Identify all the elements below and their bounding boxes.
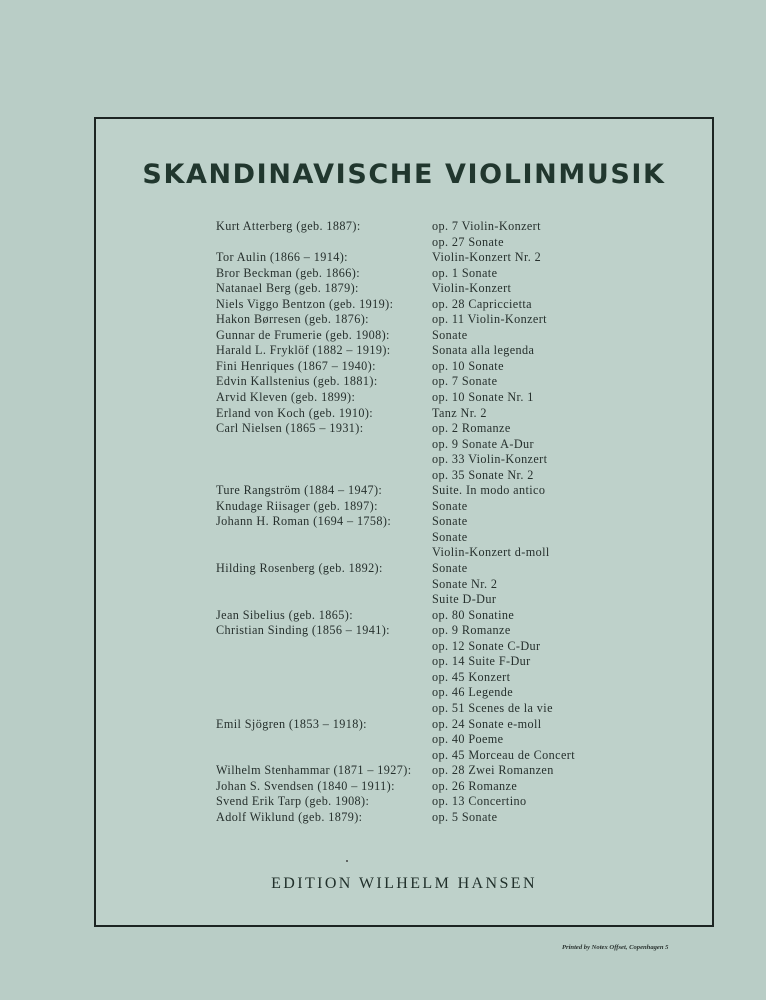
list-item	[216, 810, 602, 826]
list-item	[216, 281, 602, 297]
composer-name: Johann H. Roman (1694 – 1758):	[216, 514, 392, 529]
work-title: op. 10 Sonate Nr. 1	[432, 390, 534, 405]
work-title: Suite. In modo antico	[432, 483, 546, 498]
work-title: op. 5 Sonate	[432, 809, 498, 824]
print-speck	[346, 860, 348, 862]
work-title: op. 13 Concertino	[432, 794, 527, 809]
composer-name: Hilding Rosenberg (geb. 1892):	[216, 561, 383, 576]
list-item	[216, 748, 602, 764]
composer-name	[216, 701, 432, 717]
work-title: op. 40 Poeme	[432, 732, 504, 747]
work-title: Violin-Konzert d-moll	[432, 545, 550, 560]
composer-name	[216, 748, 432, 764]
composer-name: Harald L. Fryklöf (1882 – 1919):	[216, 343, 391, 358]
list-item	[216, 763, 602, 779]
composer-name	[216, 468, 432, 484]
work-title: op. 51 Scenes de la vie	[432, 700, 553, 715]
list-item	[216, 499, 602, 515]
list-item	[216, 328, 602, 344]
work-title: Sonate	[432, 498, 468, 513]
list-item	[216, 670, 602, 686]
composer-name: Svend Erik Tarp (geb. 1908):	[216, 794, 370, 809]
list-item	[216, 514, 602, 530]
work-title: op. 45 Morceau de Concert	[432, 747, 576, 762]
composer-name: Edvin Kallstenius (geb. 1881):	[216, 374, 378, 389]
work-title: Suite D-Dur	[432, 592, 497, 607]
composer-name: Tor Aulin (1866 – 1914):	[216, 250, 348, 265]
composer-name: Kurt Atterberg (geb. 1887):	[216, 219, 361, 233]
list-item	[216, 297, 602, 313]
work-title: Violin-Konzert Nr. 2	[432, 250, 542, 265]
page-title: SKANDINAVISCHE VIOLINMUSIK	[142, 159, 666, 190]
work-title: Sonata alla legenda	[432, 343, 535, 358]
list-item	[216, 530, 602, 546]
list-item	[216, 794, 602, 810]
composer-name: Arvid Kleven (geb. 1899):	[216, 390, 356, 405]
work-title: op. 1 Sonate	[432, 265, 498, 280]
work-title: op. 35 Sonate Nr. 2	[432, 467, 534, 482]
composer-name	[216, 545, 432, 561]
list-item	[216, 623, 602, 639]
work-title: Sonate Nr. 2	[432, 576, 498, 591]
composer-name: Hakon Børresen (geb. 1876):	[216, 312, 369, 327]
work-title: op. 26 Romanze	[432, 778, 518, 793]
list-item	[216, 701, 602, 717]
composer-name: Emil Sjögren (1853 – 1918):	[216, 716, 367, 731]
composer-name	[216, 577, 432, 593]
work-title: op. 80 Sonatine	[432, 607, 515, 622]
list-item	[216, 421, 602, 437]
work-title: Sonate	[432, 529, 468, 544]
list-item	[216, 608, 602, 624]
list-item	[216, 717, 602, 733]
composer-name: Bror Beckman (geb. 1866):	[216, 265, 361, 280]
list-item	[216, 468, 602, 484]
catalog-frame	[94, 117, 714, 927]
list-item	[216, 374, 602, 390]
composer-name: Johan S. Svendsen (1840 – 1911):	[216, 778, 395, 793]
composer-name	[216, 732, 432, 748]
work-title: op. 45 Konzert	[432, 669, 511, 684]
list-item	[216, 577, 602, 593]
list-item	[216, 654, 602, 670]
works-list	[216, 219, 602, 825]
composer-name	[216, 592, 432, 608]
composer-name: Wilhelm Stenhammar (1871 – 1927):	[216, 763, 412, 778]
work-title: op. 24 Sonate e-moll	[432, 716, 542, 731]
composer-name: Gunnar de Frumerie (geb. 1908):	[216, 327, 390, 342]
work-title: op. 2 Romanze	[432, 421, 511, 436]
list-item	[216, 779, 602, 795]
work-title: Violin-Konzert	[432, 281, 512, 296]
list-item	[216, 437, 602, 453]
work-title: op. 27 Sonate	[432, 234, 504, 249]
list-item	[216, 685, 602, 701]
work-title: op. 12 Sonate C-Dur	[432, 638, 541, 653]
list-item	[216, 592, 602, 608]
list-item	[216, 219, 602, 235]
work-title: op. 28 Capriccietta	[432, 296, 532, 311]
work-title: op. 7 Sonate	[432, 374, 498, 389]
list-item	[216, 545, 602, 561]
work-title: Tanz Nr. 2	[432, 405, 487, 420]
composer-name	[216, 670, 432, 686]
work-title: op. 14 Suite F-Dur	[432, 654, 531, 669]
list-item	[216, 406, 602, 422]
list-item	[216, 390, 602, 406]
list-item	[216, 343, 602, 359]
composer-name	[216, 235, 432, 251]
composer-name: Carl Nielsen (1865 – 1931):	[216, 421, 364, 436]
composer-name	[216, 639, 432, 655]
work-title: op. 7 Violin-Konzert	[432, 219, 541, 233]
list-item	[216, 359, 602, 375]
list-item	[216, 561, 602, 577]
work-title: op. 46 Legende	[432, 685, 514, 700]
composer-name: Erland von Koch (geb. 1910):	[216, 405, 374, 420]
work-title: Sonate	[432, 327, 468, 342]
list-item	[216, 452, 602, 468]
publisher-name: EDITION WILHELM HANSEN	[271, 875, 537, 892]
work-title: op. 33 Violin-Konzert	[432, 452, 548, 467]
composer-name	[216, 654, 432, 670]
composer-name: Knudage Riisager (geb. 1897):	[216, 498, 378, 513]
work-title: Sonate	[432, 561, 468, 576]
composer-name: Ture Rangström (1884 – 1947):	[216, 483, 383, 498]
work-title: op. 11 Violin-Konzert	[432, 312, 547, 327]
list-item	[216, 639, 602, 655]
work-title: op. 28 Zwei Romanzen	[432, 763, 554, 778]
list-item	[216, 235, 602, 251]
printer-credit: Printed by Notex Offset, Copenhagen 5	[562, 944, 669, 951]
work-title: op. 9 Sonate A-Dur	[432, 436, 534, 451]
list-item	[216, 483, 602, 499]
composer-name: Christian Sinding (1856 – 1941):	[216, 623, 390, 638]
composer-name: Adolf Wiklund (geb. 1879):	[216, 809, 363, 824]
list-item	[216, 250, 602, 266]
list-item	[216, 312, 602, 328]
work-title: op. 9 Romanze	[432, 623, 511, 638]
work-title: op. 10 Sonate	[432, 358, 504, 373]
composer-name	[216, 685, 432, 701]
list-item	[216, 266, 602, 282]
list-item	[216, 732, 602, 748]
composer-name: Natanael Berg (geb. 1879):	[216, 281, 359, 296]
composer-name	[216, 452, 432, 468]
composer-name	[216, 530, 432, 546]
composer-name: Niels Viggo Bentzon (geb. 1919):	[216, 296, 394, 311]
composer-name: Jean Sibelius (geb. 1865):	[216, 607, 353, 622]
composer-name	[216, 437, 432, 453]
work-title: Sonate	[432, 514, 468, 529]
composer-name: Fini Henriques (1867 – 1940):	[216, 358, 376, 373]
